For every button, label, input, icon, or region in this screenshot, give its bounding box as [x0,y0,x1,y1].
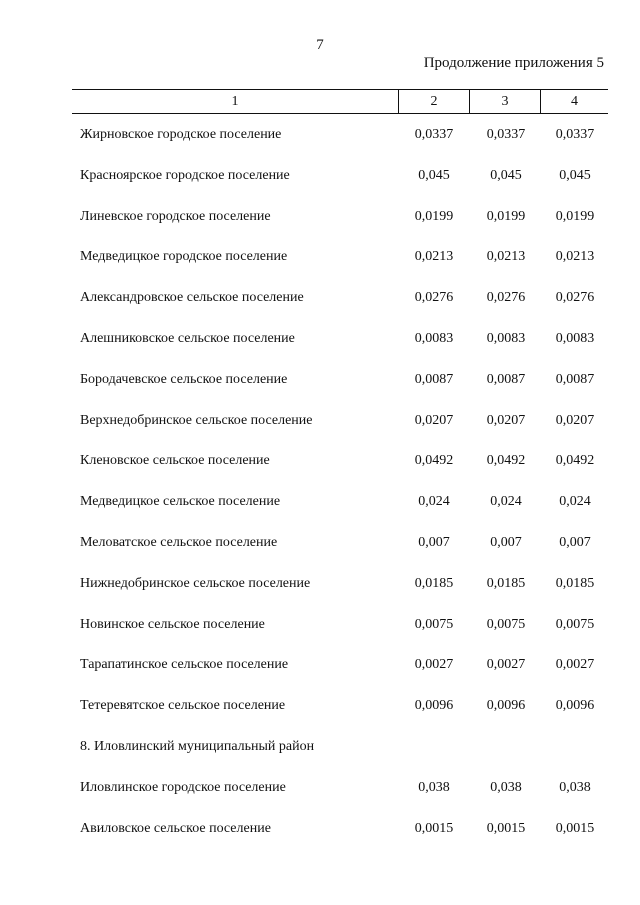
section-heading: 8. Иловлинский муниципальный район [80,738,315,754]
table-body [0,115,640,849]
row-value-col-4: 0,0276 [555,290,595,306]
header-col-2: 2 [398,90,469,113]
row-value-col-3: 0,0087 [486,371,526,387]
table-row [0,197,640,238]
row-value-col-3: 0,0075 [486,616,526,632]
row-value-col-3: 0,024 [490,494,522,510]
table-row [0,605,640,646]
row-name: Медведицкое городское поселение [80,249,288,265]
table-row [0,645,640,686]
row-value-col-4: 0,0207 [555,412,595,428]
row-name: Линевское городское поселение [80,208,271,224]
row-name: Нижнедобринское сельское поселение [80,575,311,591]
row-value-col-2: 0,0213 [414,249,454,265]
continuation-label: Продолжение приложения 5 [423,55,604,71]
row-value-col-4: 0,0185 [555,575,595,591]
table-row [0,768,640,809]
row-value-col-4: 0,0199 [555,208,595,224]
row-value-col-3: 0,0096 [486,698,526,714]
row-name: Тетеревятское сельское поселение [80,698,286,714]
table-header [72,89,608,114]
row-name: Иловлинское городское поселение [80,779,286,795]
row-value-col-4: 0,045 [559,167,591,183]
row-name: Меловатское сельское поселение [80,534,278,550]
row-value-col-2: 0,024 [418,494,450,510]
table-row [0,564,640,605]
row-value-col-3: 0,0213 [486,249,526,265]
row-name: Верхнедобринское сельское поселение [80,412,313,428]
row-name: Жирновское городское поселение [80,127,282,142]
row-value-col-4: 0,0087 [555,371,595,387]
table-row [0,278,640,319]
row-value-col-4: 0,038 [559,779,591,795]
row-value-col-2: 0,007 [418,534,450,550]
row-value-col-4: 0,007 [559,534,591,550]
row-name: Алешниковское сельское поселение [80,330,295,346]
row-name: Тарапатинское сельское поселение [80,657,289,673]
row-value-col-4: 0,0015 [555,820,595,836]
row-value-col-2: 0,0337 [414,127,454,142]
row-value-col-4: 0,0083 [555,330,595,346]
table-row [0,319,640,360]
row-value-col-2: 0,0185 [414,575,454,591]
row-value-col-4: 0,0027 [555,657,595,673]
row-value-col-2: 0,038 [418,779,450,795]
table-row [0,441,640,482]
row-value-col-3: 0,0185 [486,575,526,591]
row-value-col-4: 0,0337 [555,127,595,142]
header-col-3: 3 [469,90,540,113]
row-value-col-3: 0,0083 [486,330,526,346]
row-value-col-2: 0,0492 [414,453,454,469]
table-row [0,360,640,401]
row-name: Медведицкое сельское поселение [80,494,281,510]
row-value-col-2: 0,0199 [414,208,454,224]
row-value-col-2: 0,0075 [414,616,454,632]
row-value-col-3: 0,0492 [486,453,526,469]
table-row [0,809,640,850]
row-value-col-4: 0,0096 [555,698,595,714]
row-value-col-4: 0,024 [559,494,591,510]
row-name: Александровское сельское поселение [80,290,304,306]
table-row [0,523,640,564]
table-row [0,482,640,523]
table-row [0,686,640,727]
row-name: Кленовское сельское поселение [80,453,270,469]
row-value-col-2: 0,0087 [414,371,454,387]
header-col-1: 1 [231,93,239,109]
table-row [0,237,640,278]
row-value-col-2: 0,0276 [414,290,454,306]
table-row [0,401,640,442]
row-value-col-2: 0,0207 [414,412,454,428]
row-value-col-3: 0,0199 [486,208,526,224]
table-row [0,115,640,156]
row-value-col-2: 0,0027 [414,657,454,673]
row-value-col-2: 0,045 [418,167,450,183]
row-value-col-3: 0,038 [490,779,522,795]
row-name: Новинское сельское поселение [80,616,265,632]
row-value-col-2: 0,0083 [414,330,454,346]
row-value-col-4: 0,0213 [555,249,595,265]
row-value-col-3: 0,045 [490,167,522,183]
row-value-col-3: 0,0276 [486,290,526,306]
page-number: 7 [316,37,324,53]
row-value-col-3: 0,0207 [486,412,526,428]
row-name: Красноярское городское поселение [80,167,290,183]
row-value-col-3: 0,0337 [486,127,526,142]
section-heading-row [0,727,640,768]
row-value-col-2: 0,0096 [414,698,454,714]
row-value-col-4: 0,0492 [555,453,595,469]
row-value-col-3: 0,007 [490,534,522,550]
row-value-col-3: 0,0015 [486,820,526,836]
header-col-4: 4 [540,90,608,113]
row-name: Авиловское сельское поселение [80,820,271,836]
row-name: Бородачевское сельское поселение [80,371,288,387]
row-value-col-3: 0,0027 [486,657,526,673]
table-row [0,156,640,197]
row-value-col-2: 0,0015 [414,820,454,836]
row-value-col-4: 0,0075 [555,616,595,632]
